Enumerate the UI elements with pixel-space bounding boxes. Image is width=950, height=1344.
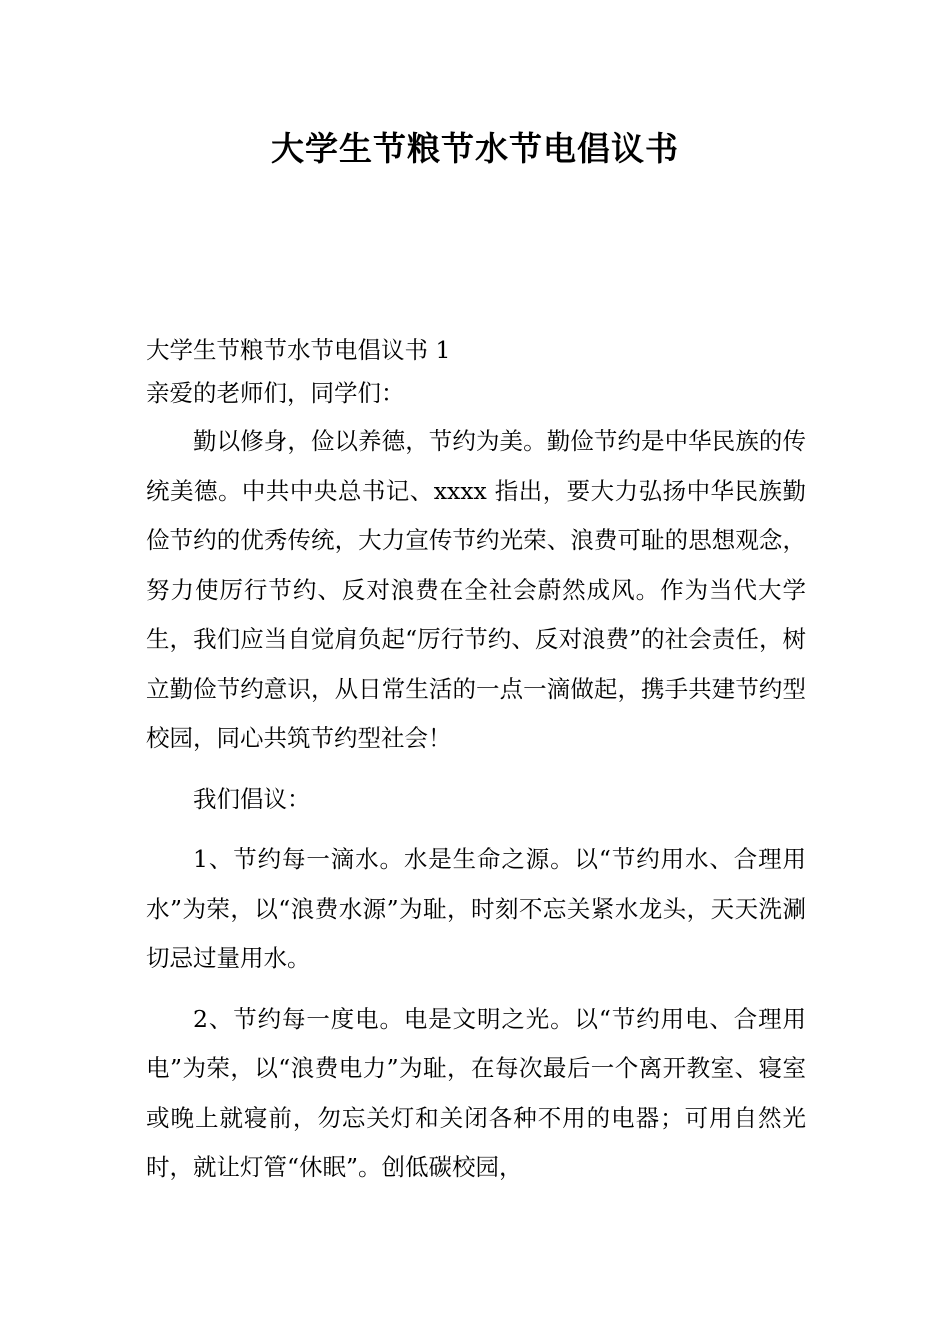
paragraph-save-water: 1、节约每一滴水。水是生命之源。以“节约用水、合理用水”为荣，以“浪费水源”为耻，时刻不忘关紧水龙头，天天洗涮切忌过量用水。: [146, 845, 806, 972]
salutation: 亲爱的老师们，同学们：: [146, 379, 405, 407]
document-title: 大学生节粮节水节电倡议书: [271, 129, 679, 168]
paragraph-save-electricity: 2、节约每一度电。电是文明之光。以“节约用电、合理用电”为荣，以“浪费电力”为耻，在每次最后一个离开教室、寝室或晚上就寝前，勿忘关灯和关闭各种不用的电器；可用自然光时，就让灯管“休眠”。创低碳校园，: [146, 1004, 806, 1181]
document-body: [146, 329, 806, 1193]
paragraph-intro: 勤以修身，俭以养德，节约为美。勤俭节约是中华民族的传统美德。中共中央总书记、xxxx 指出，要大力弘扬中华民族勤俭节约的优秀传统，大力宣传节约光荣、浪费可耻的思想观念，努力使厉行节约、反对浪费在全社会蔚然成风。作为当代大学生，我们应当自觉肩负起“厉行节约、反对浪费”的社会责任，树立勤俭节约意识，从日常生活的一点一滴做起，携手共建节约型校园，同心共筑节约型社会！: [146, 427, 806, 752]
paragraph-proposal-heading: 我们倡议：: [193, 784, 311, 813]
document-subtitle: 大学生节粮节水节电倡议书 1: [146, 336, 451, 364]
